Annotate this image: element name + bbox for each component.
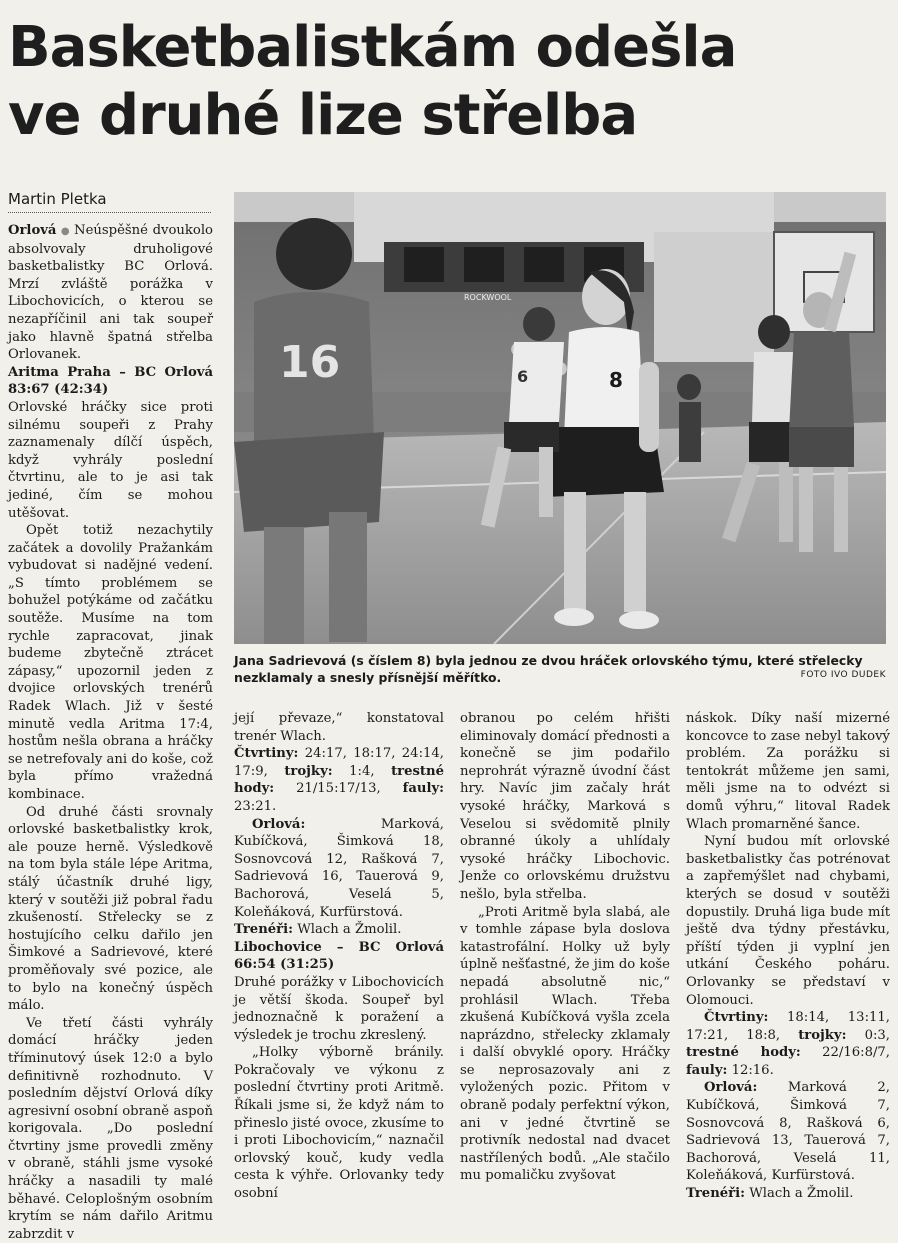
paragraph: Od druhé části srovnaly orlovské basketbalistky krok, ale pouze herně. Výsledkově na tom byla stále lépe Aritma, stálý účastník druhé ligy, který v soutěži již pobral řadu zkušeností. Střelecky se z hostujícího celku dařilo jen Šimkové a Sadrievové, které proměňovaly své pozice, ale to bylo na konečný úspěch málo.	[8, 804, 213, 1014]
stats-value: 1:4,	[349, 763, 375, 779]
jersey-back-number: 16	[279, 337, 341, 388]
paragraph: náskok. Díky naší mizerné koncovce to zase nebyl takový problém. Za porážku si tentokrát můžeme jen sami, měli jsme na to odvézt si domů výhru,“ litoval Radek Wlach promarněné šance.	[686, 711, 890, 832]
stats-value: 23:21.	[234, 798, 277, 814]
paragraph: Ve třetí části vyhrály domácí hráčky jeden tříminutový úsek 12:0 a bylo definitivně rozhodnuto. V posledním dějství Orlová díky agresivní osobní obraně aspoň korigovala. „Do poslední čtvrtiny jsme provedli změny v obraně, stáhli jsme vysoké hráčky a nasadili ty malé běhavé. Celoplošným osobním krytím se nám dařilo Aritmu zabrzdit v	[8, 1015, 213, 1242]
coaches-2	[686, 1185, 890, 1203]
paragraph: Opět totiž nezachytily začátek a dovolily Pražankám vybudovat si nadějné vedení. „S tímto problémem se bohužel potýkáme od začátku soutěže. Musíme na tom rychle zapracovat, jinak budeme zbytečně ztrácet zápasy,“ upozornil jeden z dvojice orlovských trenérů Radek Wlach. Již v šesté minutě vedla Aritma 17:4, hostům nešla obrana a hráčky se netrefovaly ani do koše, což byla přímo vražedná kombinace.	[8, 523, 213, 802]
article-column-1	[8, 222, 213, 1242]
stats-value: 0:3,	[864, 1027, 890, 1043]
match-1-stats	[234, 745, 444, 815]
stats-label: fauly:	[686, 1062, 728, 1078]
basketball-photo	[234, 192, 886, 644]
stats-label: Čtvrtiny:	[234, 746, 299, 762]
coaches-1	[234, 921, 444, 939]
stats-value: 22/16:8/7,	[822, 1045, 890, 1061]
lineup-text: Marková 2, Kubíčková, Šimková 7, Sosnovcová 8, Rašková 6, Sadrievová 13, Tauerová 7, Bachorová, Veselá 11, Koleňáková, Kurfürstová.	[686, 1080, 890, 1184]
headline	[8, 14, 888, 150]
bullet-icon: ●	[60, 226, 71, 237]
lineup-text: Marková, Kubíčková, Šimková 18, Sosnovcová 12, Rašková 7, Sadrievová 16, Tauerová 9, Bachorová, Veselá 5, Koleňáková, Kurfürstová.	[234, 816, 444, 920]
article-column-4	[686, 710, 890, 1202]
lineup-label: Orlová:	[252, 816, 306, 832]
paragraph: její převaze,“ konstatoval trenér Wlach.	[234, 711, 444, 744]
paragraph: „Proti Aritmě byla slabá, ale v tomhle zápase byla doslova katastrofální. Holky už byly úplně nešťastné, že jim do koše nepadá absolutně nic,“ prohlásil Wlach. Třeba zkušená Kubíčková vyšla zcela naprázdno, střelecky zklamaly i další obvyklé opory. Hráčky se neprosazovaly ani z vyložených pozic. Přitom v obraně podaly perfektní výkon, ani v jedné čtvrtině se protivník nedostal nad dvacet nastřílených bodů. „Ale stačilo mu pomaličku zvyšovat	[460, 904, 670, 1184]
stats-label: trojky:	[284, 763, 333, 779]
article-column-3	[460, 710, 670, 1184]
paragraph: Druhé porážky v Libochovicích je větší škoda. Soupeř byl jednoznačně k poražení a výsledek je trochu zkreslený.	[234, 974, 444, 1043]
lineup-label: Orlová:	[704, 1080, 758, 1096]
stats-value: 21/15:17/13,	[296, 781, 381, 797]
banner-text: ROCKWOOL	[464, 293, 512, 302]
lineup-1	[234, 816, 444, 922]
lineup-2	[686, 1079, 890, 1185]
stats-value: 24:17, 18:17, 24:14, 17:9,	[234, 746, 444, 779]
match-1-heading: Aritma Praha – BC Orlová 83:67 (42:34)	[8, 364, 213, 398]
match-2-stats	[686, 1009, 890, 1079]
stats-label: fauly:	[402, 781, 444, 797]
author-byline: Martin Pletka	[8, 190, 211, 213]
stats-value: 18:14, 13:11, 17:21, 18:8,	[686, 1010, 890, 1043]
photo-credit: FOTO IVO DUDEK	[800, 670, 886, 680]
coaches-text: Wlach a Žmolil.	[297, 922, 402, 938]
intro-text: Neúspěšné dvoukolo absolvovaly druholigové basketbalistky BC Orlová. Mrzí zvláště porážka v Libochovicích, o kterou se nezapříčinil ani tak soupeř jako hlavně špatná střelba Orlovanek.	[8, 223, 213, 363]
article-column-2	[234, 710, 444, 1202]
coaches-label: Trenéři:	[234, 922, 293, 938]
stats-label: trestné hody:	[234, 763, 444, 797]
jersey-front-number: 8	[609, 368, 623, 392]
photo-illustration	[234, 192, 886, 644]
intro-paragraph	[8, 222, 213, 364]
match-2-heading: Libochovice – BC Orlová 66:54 (31:25)	[234, 939, 444, 973]
stats-label: Čtvrtiny:	[704, 1010, 769, 1026]
stats-label: trestné hody:	[686, 1045, 801, 1061]
dateline-place: Orlová	[8, 223, 57, 238]
paragraph: „Holky výborně bránily. Pokračovaly ve výkonu z poslední čtvrtiny proti Aritmě. Říkali jsme si, že když nám to přineslo jisté ovoce, zkusíme to i proti Libochovicím,“ naznačil orlovský kouč, kudy vedla cesta k výhře. Orlovanky tedy osobní	[234, 1045, 444, 1202]
paragraph: Orlovské hráčky sice proti silnému soupeři z Prahy zaznamenaly dílčí úspěch, když vyhrály poslední čtvrtinu, ale to je asi tak jediné, čím se mohou utěšovat.	[8, 399, 213, 521]
paragraph: obranou po celém hřišti eliminovaly domácí přednosti a konečně se jim podařilo neprohrát výrazně úvodní část hry. Navíc jim začaly hrát vysoké hráčky, Marková s Veselou si svědomitě plnily obranné úkoly a uhlídaly vysoké hráčky Libochovic. Jenže co orlovskému družstvu nešlo, byla střelba.	[460, 711, 670, 902]
headline-line-1: Basketbalistkám odešla	[8, 15, 737, 80]
stats-value: 12:16.	[731, 1062, 774, 1078]
coaches-label: Trenéři:	[686, 1186, 745, 1202]
jersey-small-number: 6	[517, 367, 529, 386]
coaches-text: Wlach a Žmolil.	[749, 1186, 854, 1202]
stats-label: trojky:	[798, 1027, 847, 1043]
headline-line-2: ve druhé lize střelba	[8, 83, 638, 148]
photo-caption: Jana Sadrievová (s číslem 8) byla jednou ze dvou hráček orlovského týmu, které střelecky nezklamaly a snesly přísnější měřítko.	[234, 653, 863, 685]
paragraph: Nyní budou mít orlovské basketbalistky čas potrénovat a zapřemýšlet nad chybami, kterých se dosud v soutěži dopustily. Druhá liga bude mít ještě dva týdny přestávku, příští týden ji vyplní jen utkání Českého poháru. Orlovanky se představí v Olomouci.	[686, 834, 890, 1008]
